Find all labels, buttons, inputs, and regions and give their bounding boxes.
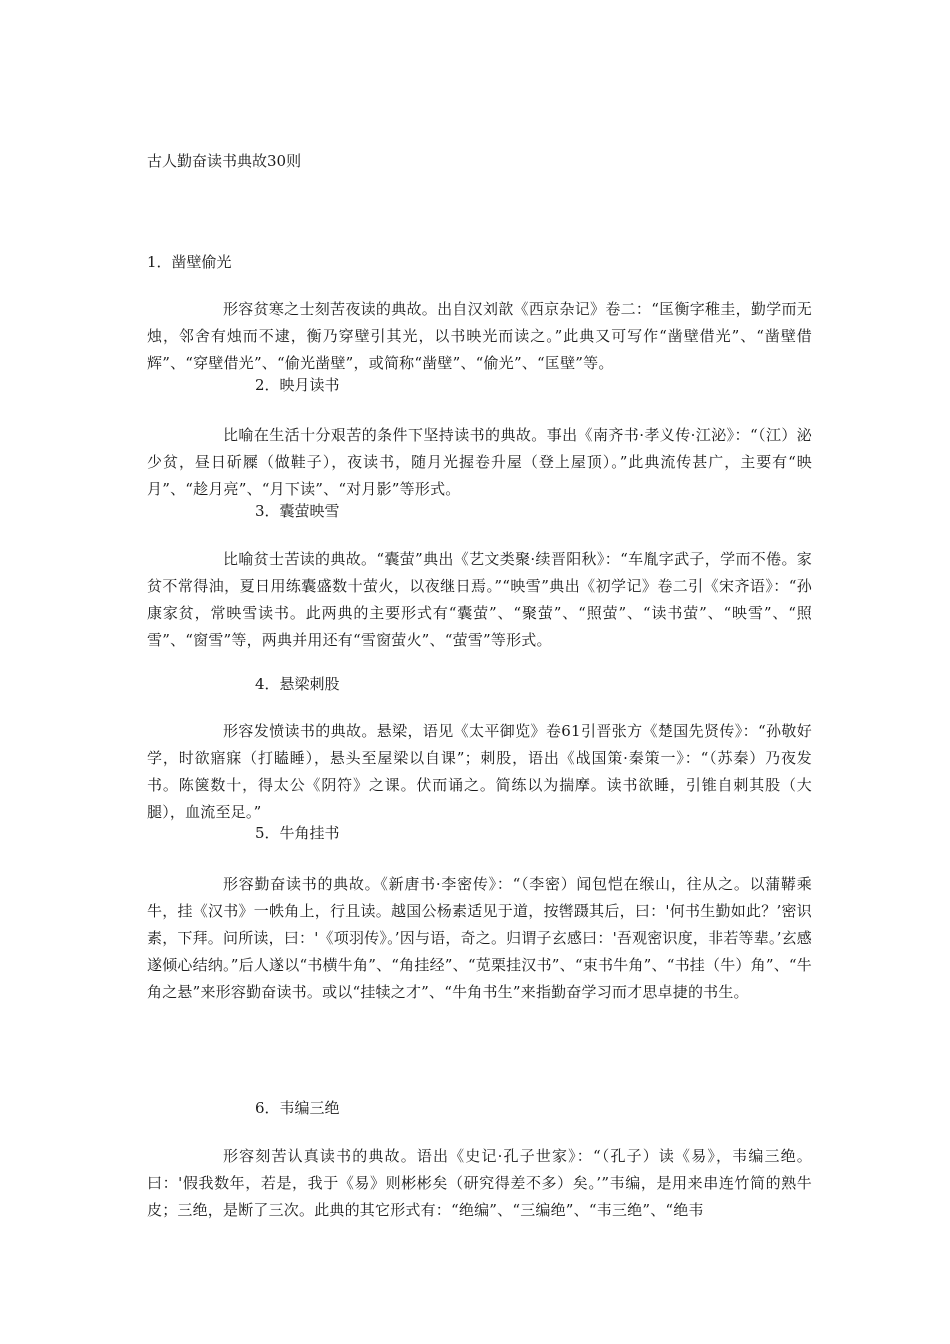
document-title: 古人勤奋读书典故30则 [147,152,302,170]
section-heading-2: 2．映月读书 [255,376,340,394]
section-body-6: 形容刻苦认真读书的典故。语出《史记·孔子世家》：“（孔子）读《易》，韦编三绝。曰：'假我数年，若是，我于《易》则彬彬矣（研究得差不多）矣。’”韦编，是用来串连竹简的熟牛皮；三绝，是断了三次。此典的其它形式有：“绝编”、“三编绝”、“韦三绝”、“绝韦 [147,1147,812,1219]
section-heading-4: 4．悬梁刺股 [255,675,340,693]
section-body-5: 形容勤奋读书的典故。《新唐书·李密传》：“（李密）闻包恺在缑山，往从之。以蒲鞯乘牛，挂《汉书》一帙角上，行且读。越国公杨素适见于道，按辔蹑其后，曰：'何书生勤如此？’密识素，下拜。问所读，曰：'《项羽传》。’因与语，奇之。归谓子玄感曰：'吾观密识度，非若等辈。’玄感遂倾心结纳。”后人遂以“书横牛角”、“角挂经”、“苋栗挂汉书”、“束书牛角”、“书挂（牛）角”、“牛角之悬”来形容勤奋读书。或以“挂犊之才”、“牛角书生”来指勤奋学习而才思卓捷的书生。 [147,875,812,1001]
section-body-4: 形容发愤读书的典故。悬梁，语见《太平御览》卷61引晋张方《楚国先贤传》：“孙敬好学，时欲寤寐（打瞌睡），悬头至屋梁以自课”；刺股，语出《战国策·秦策一》：“（苏秦）乃夜发书。陈箧数十，得太公《阴符》之课。伏而诵之。简练以为揣摩。读书欲睡，引锥自刺其股（大腿），血流至足。” [147,722,812,821]
section-body-3: 比喻贫士苦读的典故。“囊萤”典出《艺文类聚·续晋阳秋》：“车胤字武子，学而不倦。家贫不常得油，夏日用练囊盛数十萤火，以夜继日焉。”“映雪”典出《初学记》卷二引《宋齐语》：“孙康家贫，常映雪读书。此两典的主要形式有“囊萤”、“聚萤”、“照萤”、“读书萤”、“映雪”、“照雪”、“窗雪”等，两典并用还有“雪窗萤火”、“萤雪”等形式。 [147,550,812,649]
section-body-2: 比喻在生活十分艰苦的条件下坚持读书的典故。事出《南齐书·孝义传·江泌》：“（江）泌少贫，昼日斫屧（做鞋子），夜读书，随月光握卷升屋（登上屋顶）。”此典流传甚广，主要有“映月”、“趁月亮”、“月下读”、“对月影”等形式。 [147,426,812,498]
section-body-1: 形容贫寒之士刻苦夜读的典故。出自汉刘歆《西京杂记》卷二：“匡衡字稚圭，勤学而无烛，邻舍有烛而不逮，衡乃穿壁引其光，以书映光而读之。”此典又可写作“凿壁借光”、“凿壁借辉”、“穿壁借光”、“偷光凿壁”，或简称“凿壁”、“偷光”、“匡壁”等。 [147,300,812,372]
section-heading-3: 3．囊萤映雪 [255,502,340,520]
section-heading-6: 6．韦编三绝 [255,1099,340,1117]
section-heading-1: 1．凿壁偷光 [147,253,232,271]
section-heading-5: 5．牛角挂书 [255,824,340,842]
